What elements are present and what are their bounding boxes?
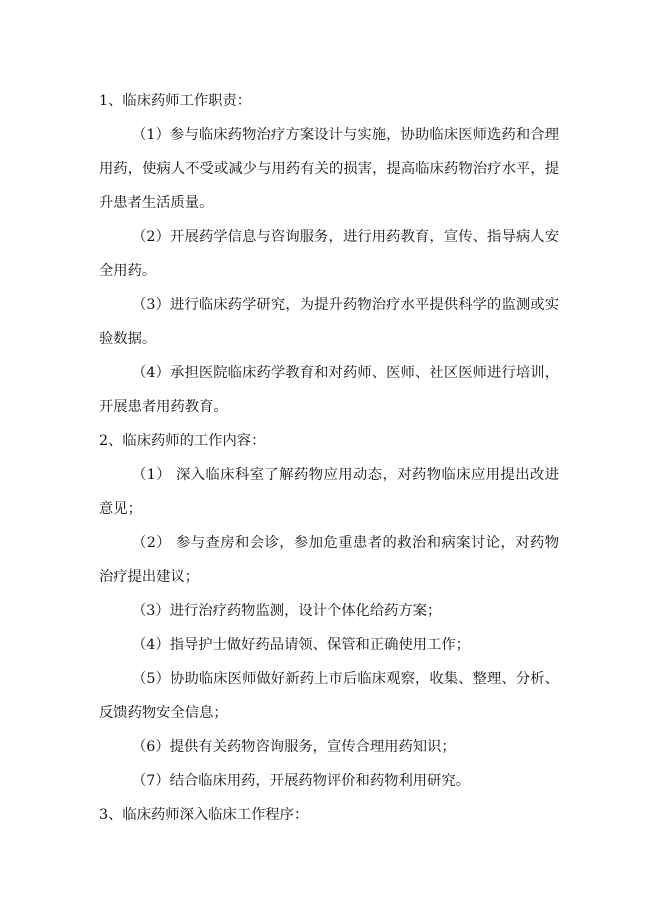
section-1-item-1: （1）参与临床药物治疗方案设计与实施，协助临床医师选药和合理用药，使病人不受或减少与用药有关的损害，提高临床药物治疗水平，提升患者生活质量。 [99, 127, 559, 211]
section-2-item-6: （6）提供有关药物咨询服务，宣传合理用药知识； [132, 739, 456, 755]
section-1-item-4: （4）承担医院临床药学教育和对药师、医师、社区医师进行培训，开展患者用药教育。 [99, 365, 559, 415]
section-2-item-4: （4）指导护士做好药品请领、保管和正确使用工作； [132, 637, 470, 653]
section-1-heading: 1、临床药师工作职责： [99, 93, 252, 109]
section-2-item-1: （1） 深入临床科室了解药物应用动态，对药物临床应用提出改进意见； [99, 467, 559, 517]
section-2-item-5: （5）协助临床医师做好新药上市后临床观察，收集、整理、分析、反馈药物安全信息； [99, 671, 559, 721]
section-1-item-3: （3）进行临床药学研究，为提升药物治疗水平提供科学的监测或实验数据。 [99, 297, 559, 347]
section-2-heading: 2、临床药师的工作内容： [99, 433, 266, 449]
section-1-item-2: （2）开展药学信息与咨询服务，进行用药教育，宣传、指导病人安全用药。 [99, 229, 559, 279]
section-2-item-2: （2） 参与查房和会诊，参加危重患者的救治和病案讨论，对药物治疗提出建议； [99, 535, 559, 585]
document-body [99, 84, 559, 832]
section-2-item-7: （7）结合临床用药，开展药物评价和药物利用研究。 [132, 773, 470, 789]
section-3-heading: 3、临床药师深入临床工作程序： [99, 807, 309, 823]
section-2-item-3: （3）进行治疗药物监测，设计个体化给药方案； [132, 603, 442, 619]
